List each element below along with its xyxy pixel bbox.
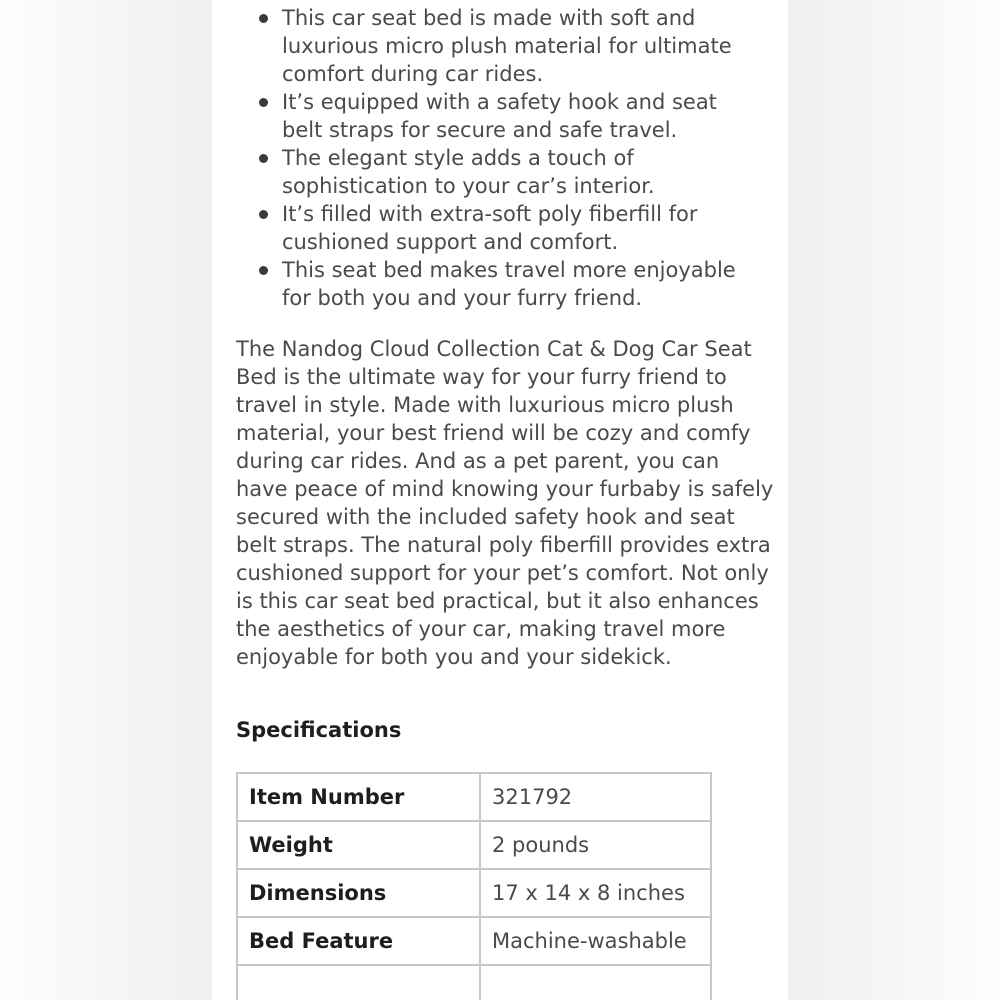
product-description: The Nandog Cloud Collection Cat & Dog Car Seat Bed is the ultimate way for your furry friend to travel in style. Made with luxurious micro plush material, your best friend will be cozy and comfy during car rides. And as a pet parent, you can have peace of mind knowing your furbaby is safely secured with the included safety hook and seat belt straps. The natural poly fiberfill provides extra cushioned support for your pet’s comfort. Not only is this car seat bed practical, but it also enhances the aesthetics of your car, making travel more enjoyable for both you and your sidekick. bbox=[236, 337, 774, 669]
feature-bullet-list bbox=[212, 4, 752, 312]
feature-item: It’s filled with extra-soft poly fiberfill for cushioned support and comfort. bbox=[282, 200, 752, 256]
left-margin-shade bbox=[0, 0, 212, 1000]
specifications-table bbox=[236, 772, 712, 1000]
spec-value: 2 pounds bbox=[480, 821, 711, 869]
spec-label: Item Number bbox=[237, 773, 480, 821]
right-margin-shade bbox=[788, 0, 1000, 1000]
product-description-page bbox=[212, 0, 788, 1000]
spec-label: Weight bbox=[237, 821, 480, 869]
feature-item: This car seat bed is made with soft and luxurious micro plush material for ultimate comfort during car rides. bbox=[282, 4, 752, 88]
spec-label bbox=[237, 965, 480, 1000]
table-row bbox=[237, 965, 711, 1000]
spec-value: 17 x 14 x 8 inches bbox=[480, 869, 711, 917]
table-row bbox=[237, 821, 711, 869]
spec-value: 321792 bbox=[480, 773, 711, 821]
spec-label: Dimensions bbox=[237, 869, 480, 917]
feature-item: It’s equipped with a safety hook and seat belt straps for secure and safe travel. bbox=[282, 88, 752, 144]
table-row bbox=[237, 773, 711, 821]
table-row bbox=[237, 869, 711, 917]
spec-value: Machine-washable bbox=[480, 917, 711, 965]
specifications-heading: Specifications bbox=[236, 718, 402, 742]
feature-item: The elegant style adds a touch of sophistication to your car’s interior. bbox=[282, 144, 752, 200]
spec-label: Bed Feature bbox=[237, 917, 480, 965]
spec-value bbox=[480, 965, 711, 1000]
table-row bbox=[237, 917, 711, 965]
feature-item: This seat bed makes travel more enjoyable for both you and your furry friend. bbox=[282, 256, 752, 312]
